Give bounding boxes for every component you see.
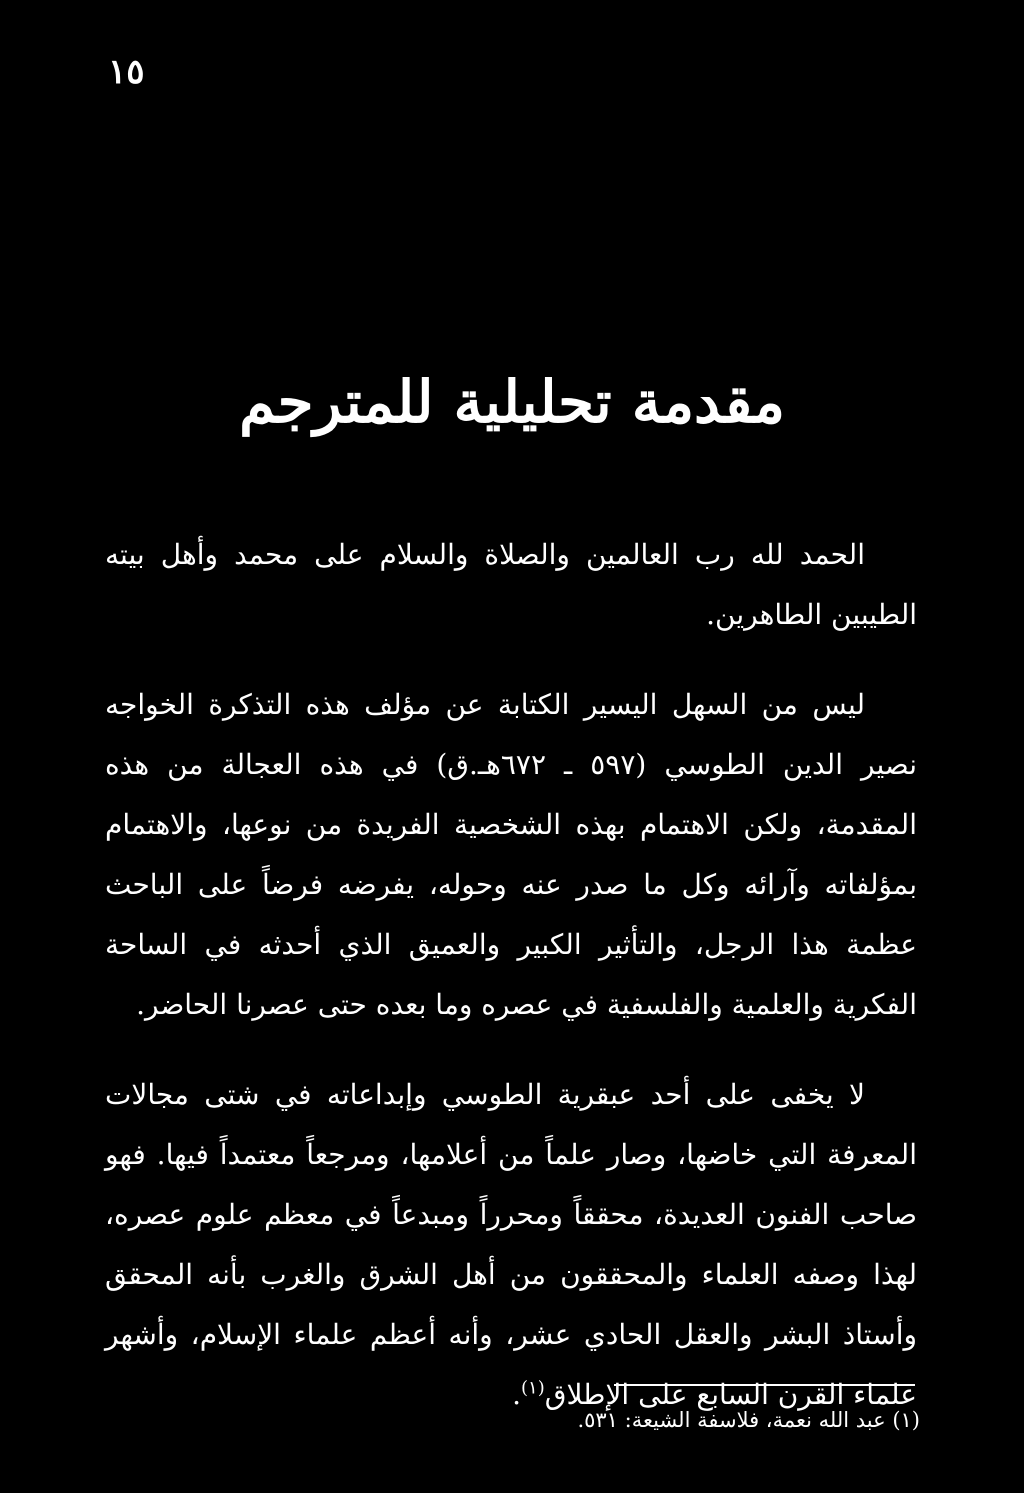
paragraph-2: ليس من السهل اليسير الكتابة عن مؤلف هذه التذكرة الخواجه نصير الدين الطوسي (٥٩٧ ـ ٦٧٢هـ.ق) في هذه العجالة من هذه المقدمة، ولكن الاهتمام بهذه الشخصية الفريدة من نوعها، والاهتمام بمؤلفاته وآرائه وكل ما صدر عنه وحوله، يفرضه فرضاً على الباحث عظمة هذا الرجل، والتأثير الكبير والعميق الذي أحدثه في الساحة الفكرية والعلمية والفلسفية في عصره وما بعده حتى عصرنا الحاضر.: [105, 688, 917, 1021]
body-text: [105, 525, 917, 1455]
page-number: ١٥: [108, 52, 145, 92]
footnote-rule: [614, 1384, 915, 1386]
paragraph-1: الحمد لله رب العالمين والصلاة والسلام على محمد وأهل بيته الطيبين الطاهرين.: [105, 538, 917, 631]
footnote-reference[interactable]: (١): [521, 1377, 545, 1399]
paragraph-3: [105, 1065, 917, 1425]
page-title: مقدمة تحليلية للمترجم: [239, 368, 785, 436]
paragraph-3-text: لا يخفى على أحد عبقرية الطوسي وإبداعاته في شتى مجالات المعرفة التي خاضها، وصار علماً من أعلامها، ومرجعاً معتمداً فيها. فهو صاحب الفنون العديدة، محققاً ومحرراً ومبدعاً في معظم علوم عصره، لهذا وصفه العلماء والمحققون من أهل الشرق والغرب بأنه المحقق وأستاذ البشر والعقل الحادي عشر، وأنه أعظم علماء الإسلام، وأشهر علماء القرن السابع على الإطلاق: [105, 1078, 917, 1411]
footnote: (١) عبد الله نعمة، فلاسفة الشيعة: ٥٣١.: [577, 1408, 920, 1432]
paragraph-3-period: .: [512, 1378, 522, 1411]
